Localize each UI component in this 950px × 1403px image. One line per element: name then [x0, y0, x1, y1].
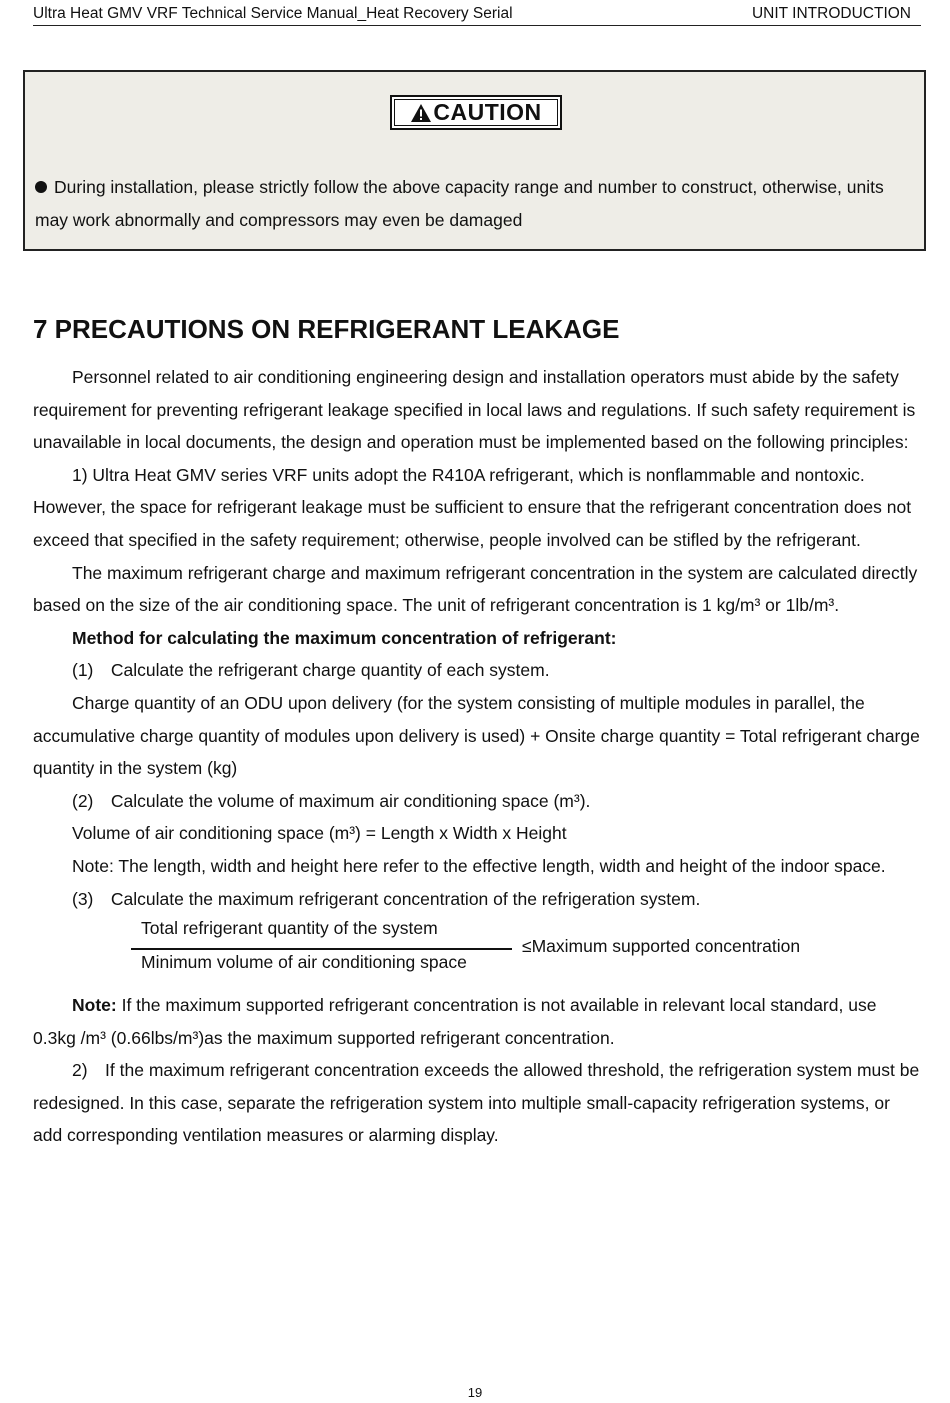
concentration-formula — [33, 915, 921, 989]
paragraph-intro: Personnel related to air conditioning engineering design and installation operators must abide by the safety requirement for preventing refrigerant leakage specified in local laws and regulations. If such safety requirement is unavailable in local documents, the design and operation must be implemented based on the following principles: — [33, 367, 916, 453]
caution-badge — [390, 95, 562, 130]
step-2: (2) Calculate the volume of maximum air conditioning space (m³). — [72, 790, 591, 811]
paragraph-max-charge: The maximum refrigerant charge and maximum refrigerant concentration in the system are calculated directly based on the size of the air conditioning space. The unit of refrigerant concentration is 1 kg/m³ or 1lb/m³. — [33, 562, 918, 616]
caution-box — [23, 70, 926, 251]
note-label: Note: — [72, 995, 117, 1016]
paragraph-redesign: 2) If the maximum refrigerant concentration exceeds the allowed threshold, the refrigeration system must be redesigned. In this case, separate the refrigeration system into multiple small-capacity refrigeration systems, or add corresponding ventilation measures or alarming display. — [33, 1060, 920, 1146]
fraction-line — [131, 948, 512, 950]
formula-denominator: Minimum volume of air conditioning space — [141, 952, 467, 973]
bullet-icon — [35, 181, 47, 193]
paragraph-charge-quantity: Charge quantity of an ODU upon delivery (for the system consisting of multiple modules in parallel, the accumulative charge quantity of modules upon delivery is used) + Onsite charge quantity = Total refrigerant charge quantity in the system (kg) — [33, 692, 920, 779]
caution-label: CAUTION — [433, 99, 542, 125]
formula-numerator: Total refrigerant quantity of the system — [141, 918, 438, 939]
header-section-name: UNIT INTRODUCTION — [751, 5, 911, 22]
caution-text: During installation, please strictly follow the above capacity range and number to construct, otherwise, units may work abnormally and compressors may even be damaged — [35, 177, 884, 230]
formula-rhs: ≤Maximum supported concentration — [522, 936, 801, 957]
warning-triangle-icon — [410, 103, 432, 123]
section-body — [33, 361, 921, 1152]
method-heading: Method for calculating the maximum concentration of refrigerant: — [72, 627, 617, 648]
note-text: If the maximum supported refrigerant concentration is not available in relevant local standard, use 0.3kg /m³ (0.66lbs/m³)as the maximum supported refrigerant concentration. — [33, 995, 877, 1048]
page-number: 19 — [467, 1385, 483, 1400]
paragraph-refrigerant-type: 1) Ultra Heat GMV series VRF units adopt the R410A refrigerant, which is nonflammable and nontoxic. However, the space for refrigerant leakage must be sufficient to ensure that the refrigerant concentration does not exceed that specified in the safety requirement; otherwise, people involved can be stifled by the refrigerant. — [33, 464, 912, 550]
step-3: (3) Calculate the maximum refrigerant concentration of the refrigeration system. — [72, 888, 701, 909]
header-manual-title: Ultra Heat GMV VRF Technical Service Manual_Heat Recovery Serial — [33, 5, 513, 22]
paragraph-dimension-note: Note: The length, width and height here refer to the effective length, width and height of the indoor space. — [72, 855, 886, 876]
page-header — [33, 5, 921, 26]
step-1: (1) Calculate the refrigerant charge quantity of each system. — [72, 660, 550, 681]
section-title: 7 PRECAUTIONS ON REFRIGERANT LEAKAGE — [33, 314, 620, 344]
caution-message — [35, 171, 920, 236]
paragraph-volume: Volume of air conditioning space (m³) = Length x Width x Height — [72, 823, 567, 844]
paragraph-note — [33, 989, 921, 1054]
